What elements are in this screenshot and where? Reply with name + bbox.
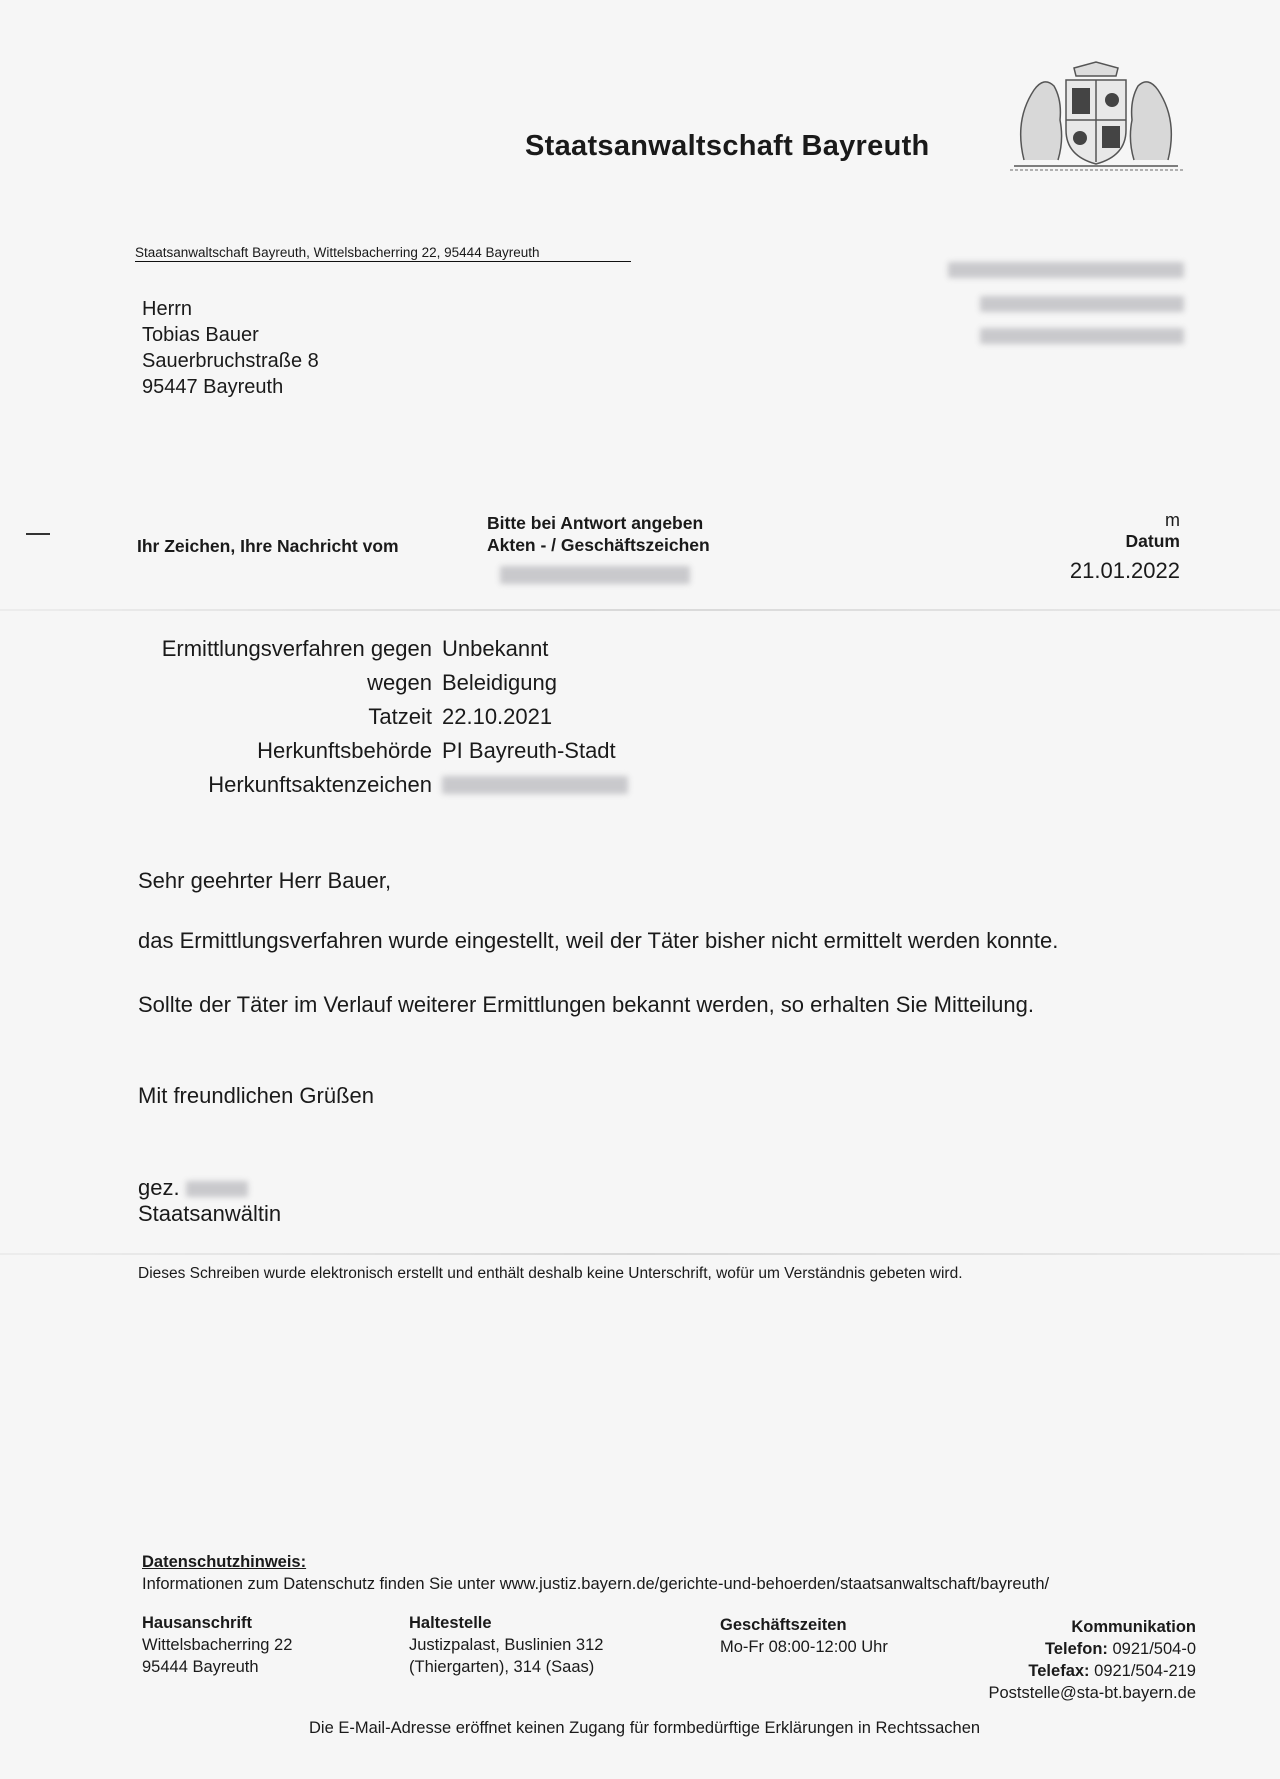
date-block	[1070, 510, 1180, 584]
footer-bus-stop	[409, 1612, 603, 1678]
case-details	[120, 632, 628, 802]
case-row	[120, 734, 628, 768]
letter-paragraph: Sollte der Täter im Verlauf weiterer Ermittlungen bekannt werden, so erhalten Sie Mitteilung.	[138, 992, 1034, 1017]
letter-paragraph: das Ermittlungsverfahren wurde eingestellt, weil der Täter bisher nicht ermittelt werden konnte.	[138, 928, 1059, 953]
bus-stop-label: Haltestelle	[409, 1614, 492, 1632]
date-value: 21.01.2022	[1069, 558, 1180, 583]
redacted-file-reference	[500, 566, 690, 584]
bus-stop-line: Justizpalast, Buslinien 312	[409, 1636, 604, 1654]
case-row	[120, 768, 628, 802]
case-label: Herkunftsbehörde	[257, 738, 432, 763]
footer-communication	[988, 1616, 1196, 1704]
case-value: Unbekannt	[442, 636, 549, 661]
office-hours-value: Mo-Fr 08:00-12:00 Uhr	[720, 1638, 888, 1656]
address-line: 95444 Bayreuth	[142, 1658, 259, 1676]
fold-mark	[26, 533, 50, 535]
recipient-name: Tobias Bauer	[142, 324, 259, 346]
case-label: wegen	[367, 670, 432, 695]
letter-closing: Mit freundlichen Grüßen	[138, 1083, 374, 1108]
redacted-contact-line	[980, 328, 1184, 344]
page-title: Staatsanwaltschaft Bayreuth	[525, 130, 930, 162]
email-address: Poststelle@sta-bt.bayern.de	[988, 1684, 1196, 1702]
signature-prefix: gez.	[138, 1175, 180, 1200]
letter-greeting: Sehr geehrter Herr Bauer,	[138, 868, 392, 893]
case-row	[120, 666, 628, 700]
footer-address	[142, 1612, 292, 1678]
file-reference-label: Akten - / Geschäftszeichen	[487, 535, 710, 555]
privacy-notice	[142, 1551, 1049, 1595]
recipient-city: 95447 Bayreuth	[142, 376, 284, 398]
recipient-street: Sauerbruchstraße 8	[142, 350, 319, 372]
phone-label: Telefon:	[1044, 1640, 1108, 1658]
redacted-signer-name	[186, 1181, 248, 1197]
fax-number: 0921/504-219	[1094, 1662, 1196, 1680]
address-line: Wittelsbacherring 22	[142, 1636, 293, 1654]
case-label: Tatzeit	[368, 704, 432, 729]
redacted-contact-line	[948, 262, 1184, 278]
case-value: Beleidigung	[442, 670, 557, 695]
paper-fold-line	[0, 609, 1280, 611]
electronic-note: Dieses Schreiben wurde elektronisch erstellt und enthält deshalb keine Unterschrift, wofür um Verständnis gebeten wird.	[138, 1265, 963, 1282]
file-reference-labels	[487, 512, 710, 556]
footer-office-hours	[720, 1614, 888, 1658]
privacy-text: Informationen zum Datenschutz finden Sie unter www.justiz.bayern.de/gerichte-und-behoerden/staatsanwaltschaft/bayreuth/	[142, 1575, 1050, 1593]
your-reference-label: Ihr Zeichen, Ihre Nachricht vom	[137, 536, 399, 556]
case-label: Herkunftsaktenzeichen	[208, 772, 432, 797]
office-hours-label: Geschäftszeiten	[720, 1616, 847, 1634]
case-row	[120, 700, 628, 734]
address-label: Hausanschrift	[142, 1614, 253, 1632]
bavarian-coat-of-arms-icon	[1004, 60, 1188, 172]
email-disclaimer: Die E-Mail-Adresse eröffnet keinen Zugang für formbedürftige Erklärungen in Rechtssachen	[309, 1719, 981, 1737]
sender-address-line: Staatsanwaltschaft Bayreuth, Wittelsbacherring 22, 95444 Bayreuth	[135, 245, 631, 262]
fax-label: Telefax:	[1028, 1662, 1090, 1680]
redacted-contact-line	[980, 296, 1184, 312]
handling-initial: m	[1165, 510, 1180, 530]
case-label: Ermittlungsverfahren gegen	[161, 636, 432, 661]
redacted-origin-file-number	[442, 776, 628, 794]
bus-stop-line: (Thiergarten), 314 (Saas)	[409, 1658, 595, 1676]
case-value: PI Bayreuth-Stadt	[442, 738, 616, 763]
phone-number: 0921/504-0	[1112, 1640, 1196, 1658]
paper-fold-line	[0, 1253, 1280, 1255]
case-value: 22.10.2021	[442, 704, 553, 729]
recipient-address	[142, 296, 319, 400]
date-label: Datum	[1125, 531, 1180, 551]
signature-block	[138, 1175, 281, 1227]
recipient-salutation: Herrn	[142, 298, 193, 320]
privacy-title: Datenschutzhinweis:	[142, 1553, 307, 1571]
signature-role: Staatsanwältin	[138, 1201, 282, 1226]
please-quote-label: Bitte bei Antwort angeben	[487, 513, 704, 533]
communication-label: Kommunikation	[1071, 1618, 1196, 1636]
case-row	[120, 632, 628, 666]
